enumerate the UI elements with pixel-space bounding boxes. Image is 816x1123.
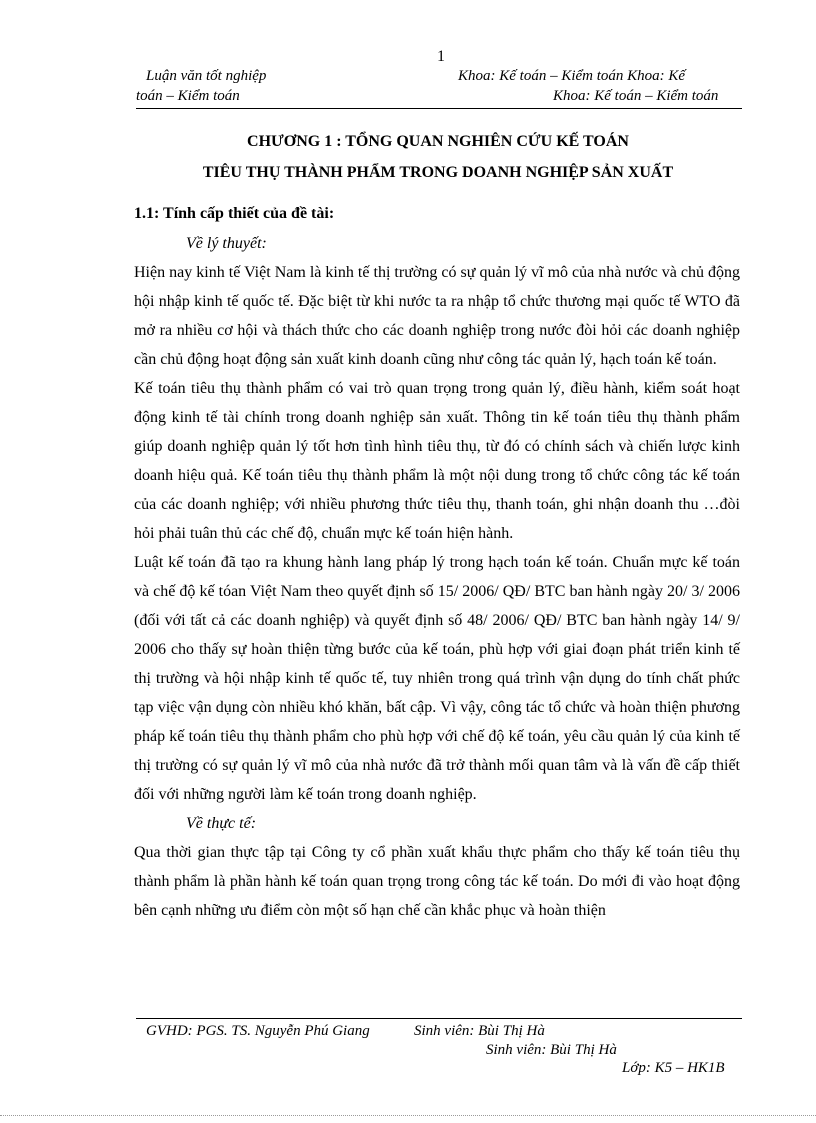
section-heading: 1.1: Tính cấp thiết của đề tài: bbox=[134, 205, 335, 222]
footer-advisor: GVHD: PGS. TS. Nguyễn Phú Giang bbox=[146, 1023, 370, 1039]
chapter-title-line-1: CHƯƠNG 1 : TỔNG QUAN NGHIÊN CỨU KẾ TOÁN bbox=[247, 133, 629, 150]
footer-rule bbox=[136, 1018, 742, 1019]
chapter-title-line-2: TIÊU THỤ THÀNH PHẨM TRONG DOANH NGHIỆP SẢN XUẤT bbox=[202, 164, 674, 181]
paragraph-1: Hiện nay kinh tế Việt Nam là kinh tế thị trường có sự quản lý vĩ mô của nhà nước và chủ động hội nhập kinh tế quốc tế. Đặc biệt từ khi nước ta ra nhập tổ chức thương mại quốc tế WTO đã mở ra nhiều cơ hội và thách thức cho các doanh nghiệp trong nước đòi hỏi các doanh nghiệp cần chủ động hoạt động sản xuất kinh doanh cũng như công tác quản lý, hạch toán kế toán. bbox=[134, 264, 740, 368]
header-thesis-label: Luận văn tốt nghiệp bbox=[146, 68, 267, 84]
subheading-theory: Về lý thuyết: bbox=[186, 235, 267, 252]
footer-student-2: Sinh viên: Bùi Thị Hà bbox=[486, 1042, 617, 1058]
header-faculty-label-2: Khoa: Kế toán – Kiểm toán bbox=[553, 88, 719, 104]
header-faculty-label: Khoa: Kế toán – Kiểm toán Khoa: Kế bbox=[458, 68, 686, 84]
paragraph-2: Kế toán tiêu thụ thành phẩm có vai trò quan trọng trong quản lý, điều hành, kiểm soát hoạt động kinh tế tài chính trong doanh nghiệp sản xuất. Thông tin kế toán tiêu thụ thành phẩm giúp doanh nghiệp quản lý tốt hơn tình hình tiêu thụ, từ đó có chính sách và chiến lược kinh doanh hiệu quả. Kế toán tiêu thụ thành phẩm là một nội dung trong tổ chức công tác kế toán của các doanh nghiệp; với nhiều phương thức tiêu thụ, thanh toán, ghi nhận doanh thu …đòi hỏi phải tuân thủ các chế độ, chuẩn mực kế toán hiện hành. bbox=[134, 380, 740, 542]
header-rule bbox=[136, 108, 742, 109]
footer-student: Sinh viên: Bùi Thị Hà bbox=[414, 1023, 545, 1039]
header-faculty-continuation: toán – Kiểm toán bbox=[136, 88, 240, 104]
footer-class: Lớp: K5 – HK1B bbox=[622, 1060, 725, 1076]
page-number: 1 bbox=[437, 48, 445, 65]
paragraph-4: Qua thời gian thực tập tại Công ty cổ phần xuất khẩu thực phẩm cho thấy kế toán tiêu thụ thành phẩm là phần hành kế toán quan trọng trong công tác kế toán. Do mới đi vào hoạt động bên cạnh những ưu điểm còn một số hạn chế cần khắc phục và hoàn thiện bbox=[134, 844, 740, 919]
body-text bbox=[134, 258, 740, 925]
paragraph-3: Luật kế toán đã tạo ra khung hành lang pháp lý trong hạch toán kế toán. Chuẩn mực kế toán và chế độ kế tóan Việt Nam theo quyết định số 15/ 2006/ QĐ/ BTC ban hành ngày 20/ 3/ 2006 (đối với tất cả các doanh nghiệp) và quyết định số 48/ 2006/ QĐ/ BTC ban hành ngày 14/ 9/ 2006 cho thấy sự hoàn thiện từng bước của kế toán, phù hợp với giai đoạn phát triển kinh tế thị trường và hội nhập kinh tế quốc tế, tuy nhiên trong quá trình vận dụng do tính chất phức tạp việc vận dụng còn nhiều khó khăn, bất cập. Vì vậy, công tác tổ chức và hoàn thiện phương pháp kế toán tiêu thụ thành phẩm cho phù hợp với chế độ kế toán, yêu cầu quản lý của kinh tế thị trường có sự quản lý vĩ mô của nhà nước đã trở thành mối quan tâm và là vấn đề cấp thiết đối với những người làm kế toán trong doanh nghiệp. bbox=[134, 554, 740, 803]
page-bottom-rule bbox=[0, 1115, 816, 1116]
subheading-practice: Về thực tế: bbox=[186, 815, 257, 832]
